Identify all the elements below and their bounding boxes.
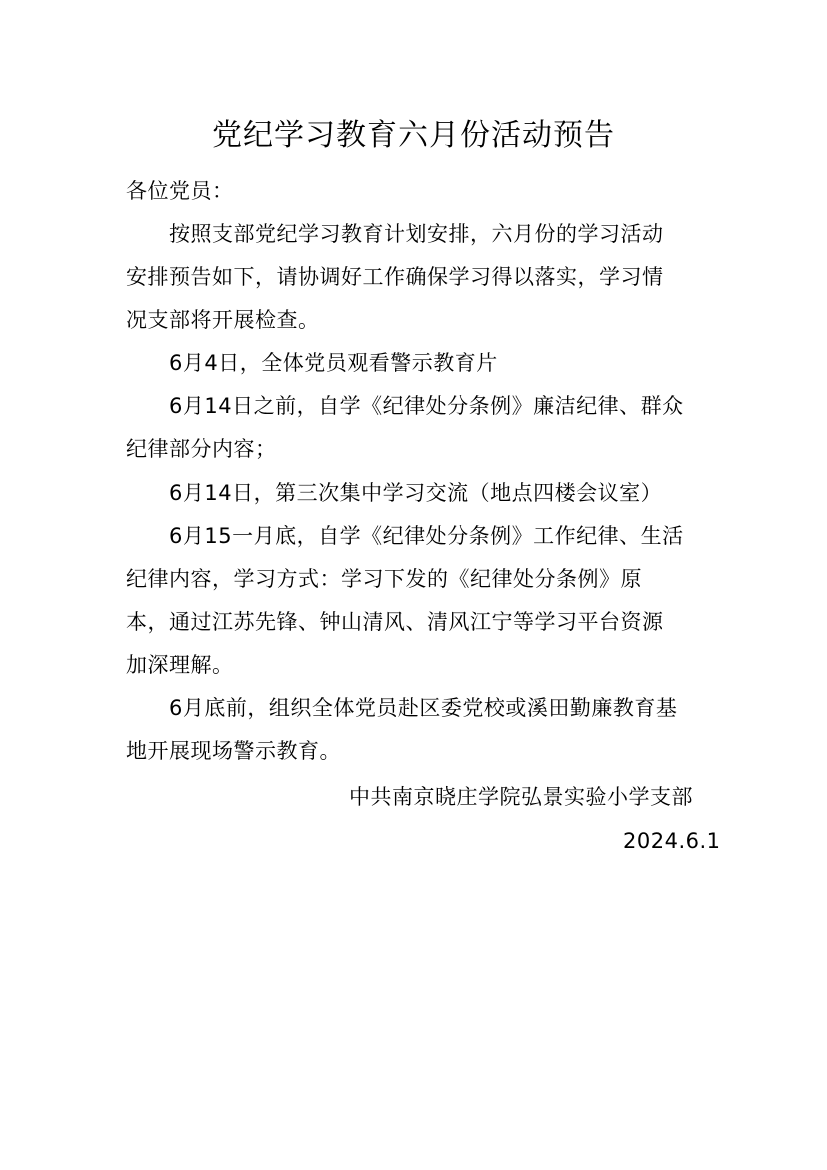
item-3: 6月14日，第三次集中学习交流（地点四楼会议室）	[169, 481, 663, 505]
document-title: 党纪学习教育六月份活动预告	[212, 118, 615, 153]
item-4-line-2: 纪律内容，学习方式：学习下发的《纪律处分条例》原	[126, 567, 642, 591]
intro-line-3: 况支部将开展检查。	[126, 308, 320, 332]
item-5-line-2: 地开展现场警示教育。	[126, 739, 341, 763]
document-date: 2024.6.1	[623, 829, 721, 853]
item-4-line-4: 加深理解。	[126, 653, 234, 677]
item-4-line-1: 6月15一月底，自学《纪律处分条例》工作纪律、生活	[169, 524, 684, 548]
item-4-line-3: 本，通过江苏先锋、钟山清风、清风江宁等学习平台资源	[126, 610, 664, 634]
item-5-line-1: 6月底前，组织全体党员赴区委党校或溪田勤廉教育基	[169, 696, 678, 720]
item-1: 6月4日，全体党员观看警示教育片	[169, 351, 498, 375]
intro-line-2: 安排预告如下，请协调好工作确保学习得以落实，学习情	[126, 265, 664, 289]
item-2-line-2: 纪律部分内容；	[126, 437, 277, 461]
intro-line-1: 按照支部党纪学习教育计划安排，六月份的学习活动	[169, 222, 664, 246]
signature: 中共南京晓庄学院弘景实验小学支部	[349, 785, 693, 809]
salutation: 各位党员：	[126, 179, 234, 203]
item-2-line-1: 6月14日之前，自学《纪律处分条例》廉洁纪律、群众	[169, 394, 684, 418]
